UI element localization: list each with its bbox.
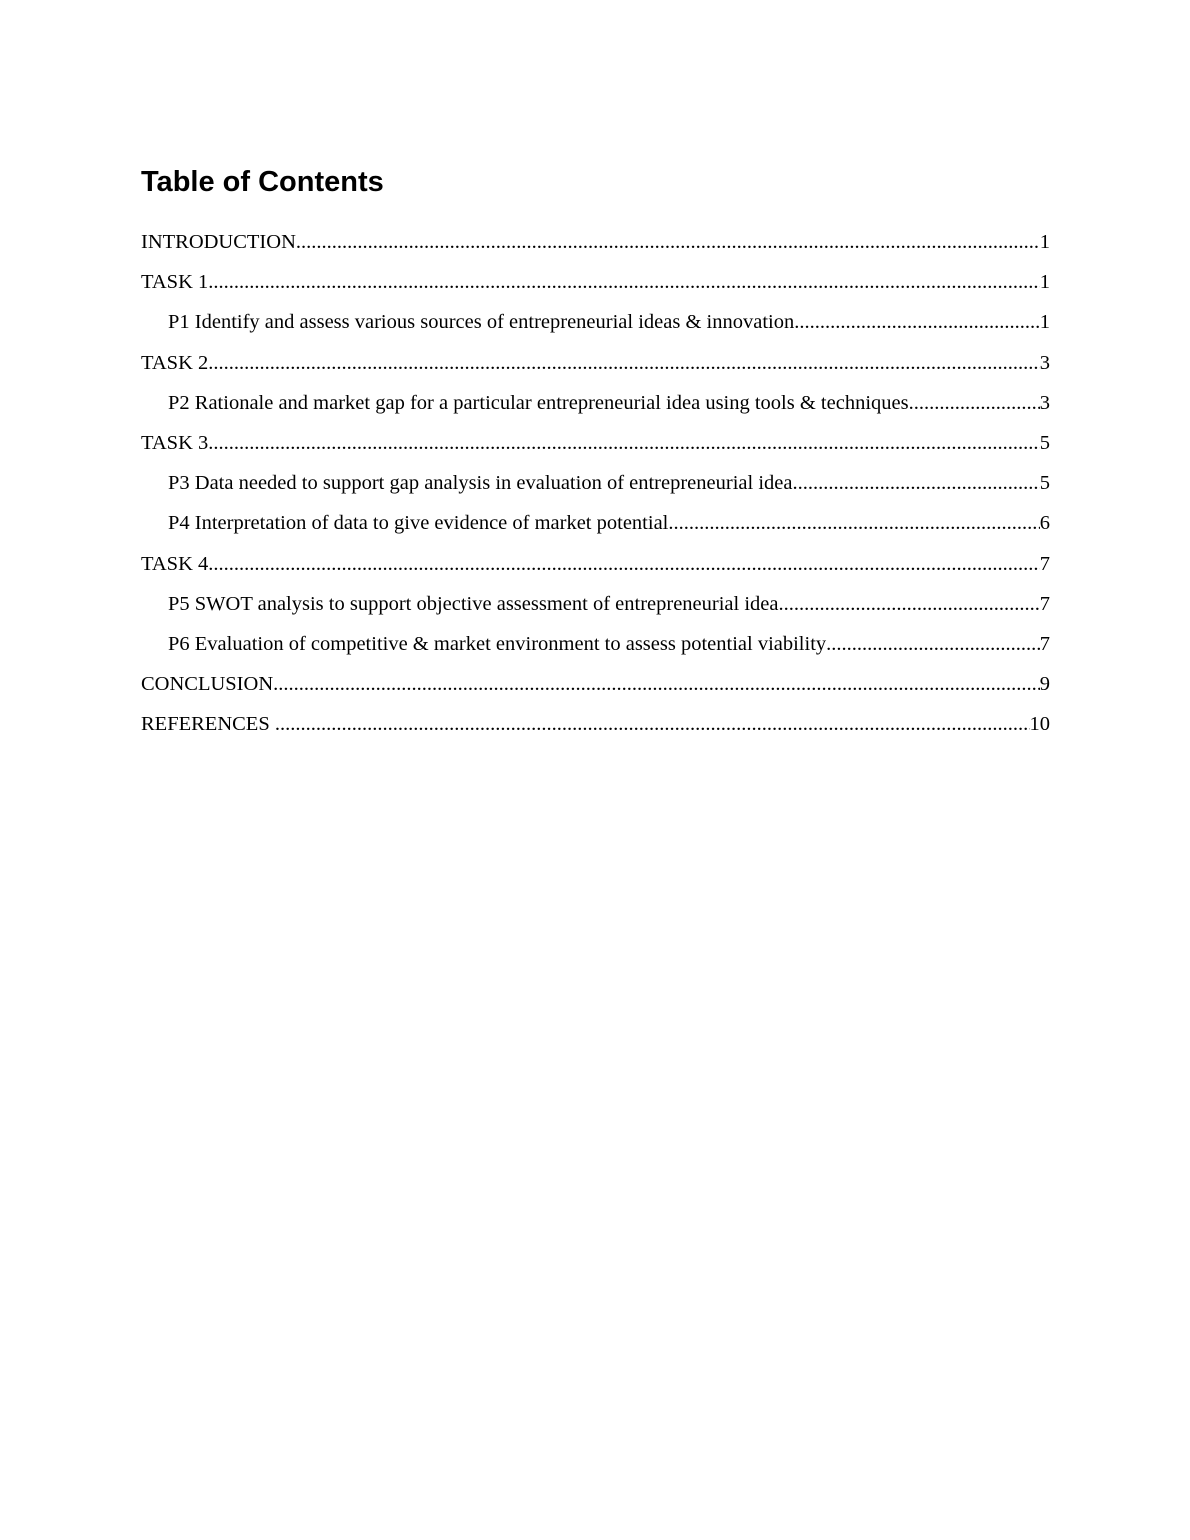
toc-entry-page: 1 — [1039, 271, 1050, 294]
toc-entry-label: TASK 2 — [141, 351, 209, 374]
toc-entry-p2[interactable] — [141, 383, 1050, 423]
toc-entry-task-4[interactable] — [141, 544, 1050, 584]
table-of-contents — [141, 222, 1050, 744]
toc-entry-label: TASK 3 — [141, 431, 209, 454]
page-title: Table of Contents — [141, 166, 384, 198]
toc-dot-leader — [208, 423, 1039, 463]
toc-entry-label: P5 SWOT analysis to support objective assessment of entrepreneurial idea — [168, 592, 779, 615]
toc-entry-label: P1 Identify and assess various sources of entrepreneurial ideas & innovation — [168, 311, 795, 334]
toc-entry-label: TASK 4 — [141, 552, 209, 575]
toc-entry-page: 10 — [1029, 713, 1050, 736]
toc-dot-leader — [909, 383, 1040, 423]
toc-entry-references[interactable] — [141, 704, 1050, 744]
toc-entry-page: 7 — [1039, 592, 1050, 615]
toc-dot-leader — [208, 544, 1039, 584]
toc-entry-label: CONCLUSION — [141, 673, 274, 696]
toc-entry-label: P6 Evaluation of competitive & market environment to assess potential viability — [168, 632, 827, 655]
toc-entry-page: 1 — [1039, 231, 1050, 253]
toc-entry-label: P3 Data needed to support gap analysis in evaluation of entrepreneurial idea — [168, 472, 793, 495]
toc-dot-leader — [208, 343, 1039, 383]
toc-dot-leader — [792, 463, 1039, 503]
toc-entry-page: 7 — [1039, 632, 1050, 655]
toc-dot-leader — [779, 584, 1040, 624]
toc-entry-task-3[interactable] — [141, 423, 1050, 463]
toc-entry-page: 7 — [1039, 552, 1050, 575]
toc-entry-label: P4 Interpretation of data to give evidence of market potential — [168, 512, 669, 535]
toc-entry-p4[interactable] — [141, 503, 1050, 543]
toc-entry-label: INTRODUCTION — [141, 231, 296, 253]
toc-entry-page: 5 — [1039, 431, 1050, 454]
toc-dot-leader — [794, 302, 1040, 342]
toc-dot-leader — [208, 262, 1039, 302]
toc-entry-page: 9 — [1039, 673, 1050, 696]
toc-dot-leader — [668, 503, 1039, 543]
toc-entry-conclusion[interactable] — [141, 664, 1050, 704]
toc-dot-leader — [275, 704, 1030, 744]
toc-entry-task-1[interactable] — [141, 262, 1050, 302]
toc-dot-leader — [826, 624, 1040, 664]
toc-entry-label: P2 Rationale and market gap for a particular entrepreneurial idea using tools & techniques — [168, 391, 909, 414]
toc-dot-leader — [273, 664, 1040, 704]
toc-entry-task-2[interactable] — [141, 343, 1050, 383]
toc-entry-page: 3 — [1039, 391, 1050, 414]
toc-entry-page: 5 — [1039, 472, 1050, 495]
toc-entry-label: TASK 1 — [141, 271, 209, 294]
toc-entry-label: REFERENCES — [141, 713, 275, 736]
toc-entry-page: 6 — [1039, 512, 1050, 535]
toc-entry-p3[interactable] — [141, 463, 1050, 503]
toc-entry-introduction[interactable] — [141, 222, 1050, 262]
toc-entry-p1[interactable] — [141, 302, 1050, 342]
toc-entry-page: 3 — [1039, 351, 1050, 374]
toc-entry-page: 1 — [1039, 311, 1050, 334]
toc-entry-p6[interactable] — [141, 624, 1050, 664]
toc-entry-p5[interactable] — [141, 584, 1050, 624]
toc-dot-leader — [296, 222, 1040, 262]
